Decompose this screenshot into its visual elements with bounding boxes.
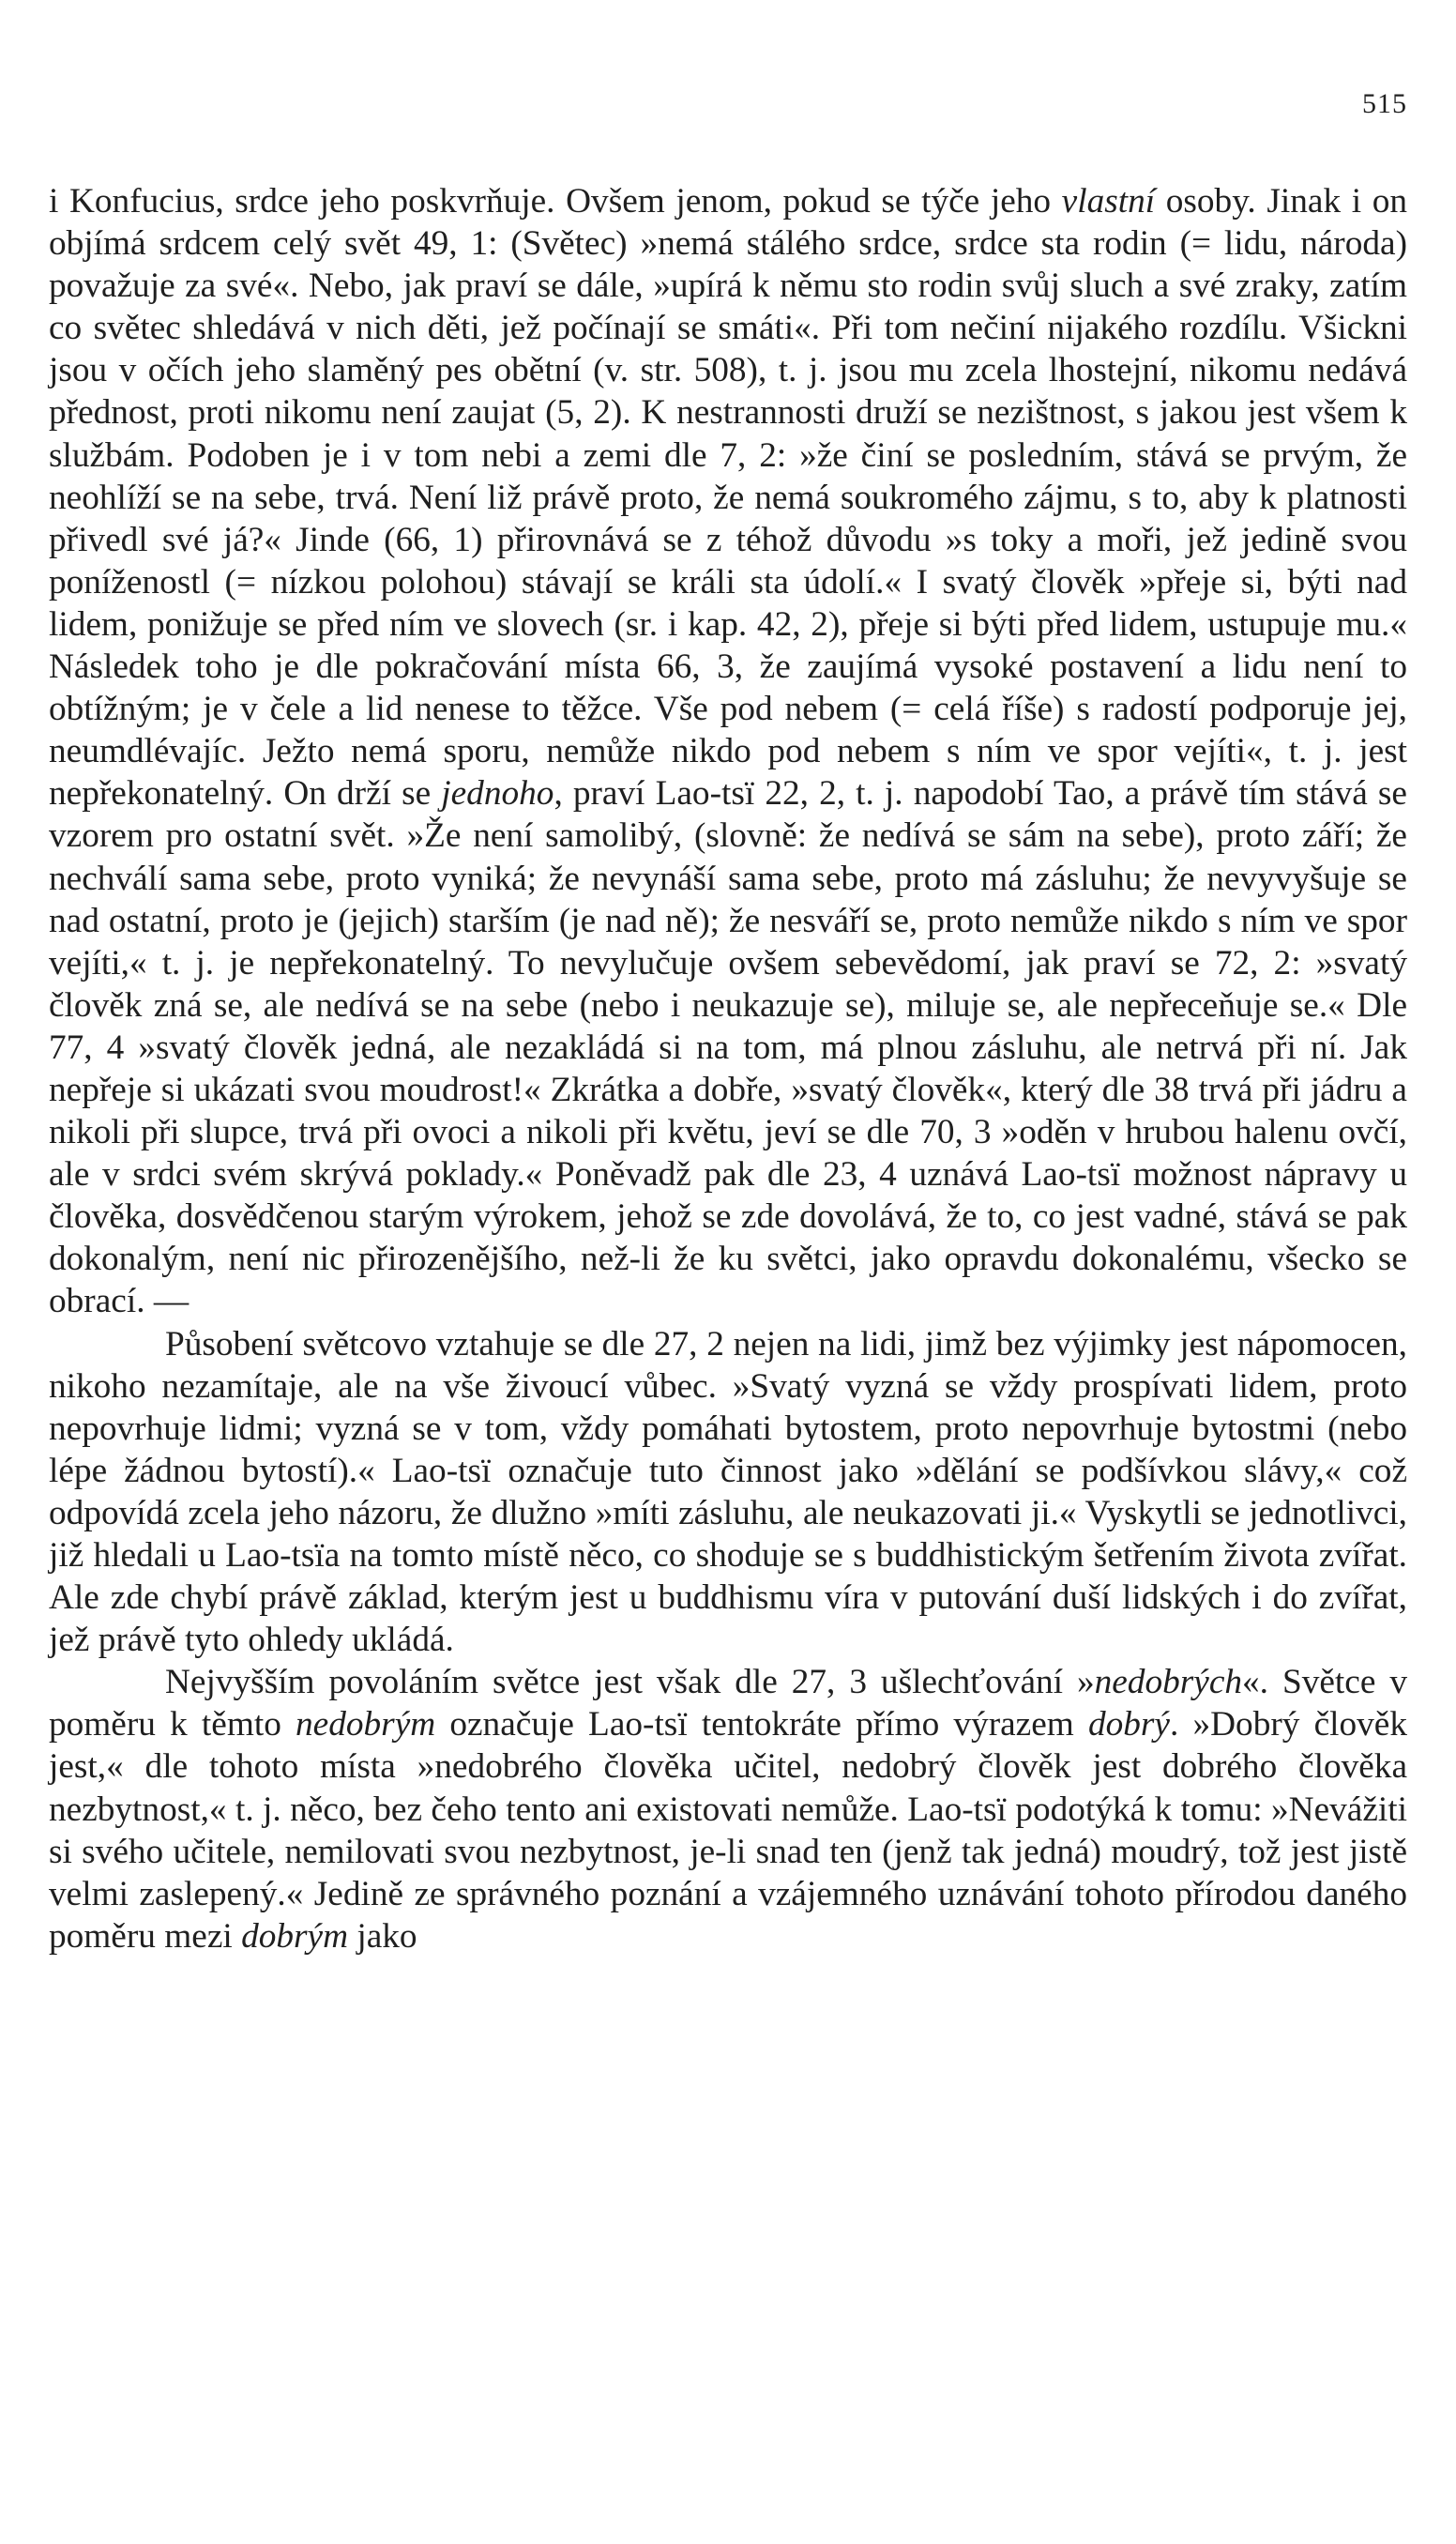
italic-text: nedobrým [296,1705,436,1744]
italic-text: dobrý [1087,1705,1170,1744]
page-number: 515 [1362,88,1407,119]
italic-text: vlastní [1061,182,1156,221]
text-run: osoby. Jinak i on objímá srdcem celý svět 49, 1: (Světec) »nemá stálého srdce, srdce sta rodin (= lidu, národa) považuje za své«. Nebo, jak praví se dále, »upírá k němu sto rodin svůj sluch a své zraky, zatím co světec shledává v nich děti, jež počínají se smáti«. Při tom nečiní nijakého rozdílu. Všickni jsou v očích jeho slaměný pes obětní (v. str. 508), t. j. jsou mu zcela lhostejní, nikomu nedává přednost, proti nikomu není zaujat (5, 2). K nestrannosti druží se nezištnost, s jakou jest všem k službám. Podoben je i v tom nebi a zemi dle 7, 2: »že činí se posledním, stává se prvým, že neohlíží se na sebe, trvá. Není liž právě proto, že nemá soukromého zájmu, s to, aby k platnosti přivedl své já?« Jinde (66, 1) přirovnává se z téhož důvodu »s toky a moři, jež jedině svou poníženostl (= nízkou polohou) stávají se králi sta údolí.« I svatý člověk »přeje si, býti nad lidem, ponižuje se před ním ve slovech (sr. i kap. 42, 2), přeje si býti před lidem, ustupuje mu.« Následek toho je dle pokračování místa 66, 3, že zaujímá vysoké postavení a lidu není to obtížným; je v čele a lid nenese to těžce. Vše pod nebem (= celá říše) s radostí podporuje jej, neumdlévajíc. Ježto nemá sporu, nemůže nikdo pod nebem s ním ve spor vejíti«, t. j. jest nepřekonatelný. On drží se [49,182,1407,814]
text-run: «. Světce v poměru k těmto [49,1663,1407,1744]
text-run: Nejvyšším povoláním světce jest však dle 27, 3 ušlechťování » [165,1663,1095,1702]
paragraph [49,180,1407,1323]
text-run: jako [348,1916,417,1956]
body-text [49,180,1407,1958]
italic-text: jednoho [441,774,554,814]
paragraph [49,1323,1407,1662]
italic-text: dobrým [241,1916,349,1956]
text-run: , praví Lao-tsï 22, 2, t. j. napodobí Tao, a právě tím stává se vzorem pro ostatní svět. »Že není samolibý, (slovně: že nedívá se sám na sebe), proto září; že nechválí sama sebe, proto vyniká; že nevynáší sama sebe, proto má zásluhu; že nevyvyšuje se nad ostatní, proto je (jejich) starším (je nad ně); že nesváří se, proto nemůže nikdo s ním ve spor vejíti,« t. j. je nepřekonatelný. To nevylučuje ovšem sebevědomí, jak praví se 72, 2: »svatý člověk zná se, ale nedívá se na sebe (nebo i neukazuje se), miluje se, ale nepřeceňuje se.« Dle 77, 4 »svatý člověk jedná, ale nezakládá si na tom, má plnou zásluhu, ale netrvá při ní. Jak nepřeje si ukázati svou moudrost!« Zkrátka a dobře, »svatý člověk«, který dle 38 trvá při jádru a nikoli při slupce, trvá při ovoci a nikoli při květu, jeví se dle 70, 3 »oděn v hrubou halenu ovčí, ale v srdci svém skrývá poklady.« Poněvadž pak dle 23, 4 uznává Lao-tsï možnost nápravy u člověka, dosvědčenou starým výrokem, jehož se zde dovolává, že to, co jest vadné, stává se pak dokonalým, není nic přirozenějšího, než-li že ku světci, jako opravdu dokonalému, všecko se obrací. — [49,774,1407,1321]
text-run: Působení světcovo vztahuje se dle 27, 2 nejen na lidi, jimž bez výjimky jest nápomocen, nikoho nezamítaje, ale na vše živoucí vůbec. »Svatý vyzná se vždy prospívati lidem, proto nepovrhuje lidmi; vyzná se v tom, vždy pomáhati bytostem, proto nepovrhuje bytostmi (nebo lépe žádnou bytostí).« Lao-tsï označuje tuto činnost jako »dělání se podšívkou slávy,« což odpovídá zcela jeho názoru, že dlužno »míti zásluhu, ale neukazovati ji.« Vyskytli se jednotlivci, již hledali u Lao-tsïa na tomto místě něco, co shoduje se s buddhistickým šetřením života zvířat. Ale zde chybí právě základ, kterým jest u buddhismu víra v putování duší lidských i do zvířat, jež právě tyto ohledy ukládá. [49,1324,1407,1660]
text-run: . »Dobrý člověk jest,« dle tohoto místa »nedobrého člověka učitel, nedobrý člověk jest dobrého člověka nezbytnost,« t. j. něco, bez čeho tento ani existovati nemůže. Lao-tsï podotýká k tomu: »Nevážiti si svého učitele, nemilovati svou nezbytnost, je-li snad ten (jenž tak jedná) moudrý, tož jest jistě velmi zaslepený.« Jedině ze správného poznání a vzájemného uznávání tohoto přírodou daného poměru mezi [49,1705,1407,1956]
italic-text: nedobrých [1094,1663,1243,1702]
paragraph [49,1661,1407,1958]
text-run: označuje Lao-tsï tentokráte přímo výrazem [435,1705,1088,1744]
text-run: i Konfucius, srdce jeho poskvrňuje. Ovšem jenom, pokud se týče jeho [49,182,1062,221]
